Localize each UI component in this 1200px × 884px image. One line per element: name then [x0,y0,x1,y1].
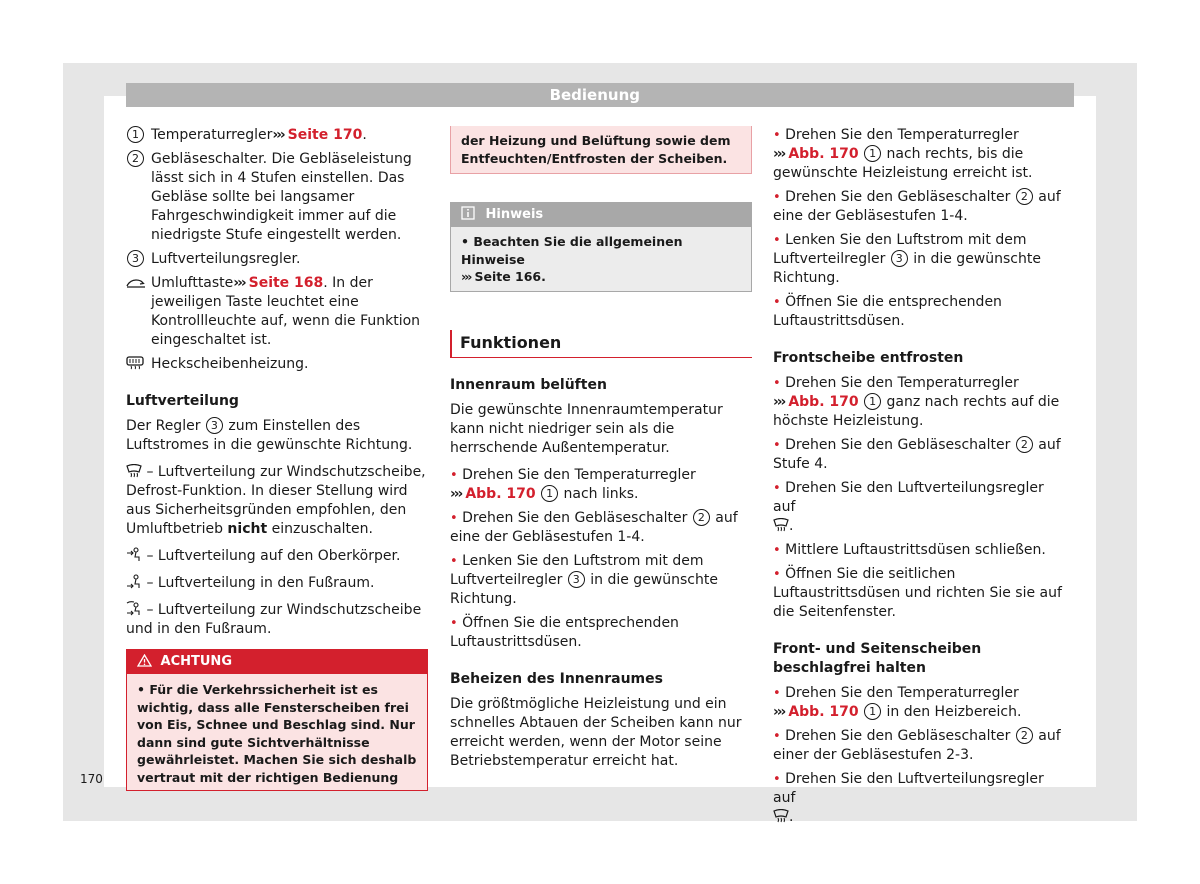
legend-text: Temperaturregler [151,127,273,143]
text-span: Drehen Sie den Temperaturregler [785,375,1019,391]
callout-number: 2 [1016,727,1033,744]
airflow-windshield-footwell-icon [126,601,142,616]
callout-number: 1 [127,126,144,143]
legend-item-3 [126,250,428,269]
page-header: Bedienung [126,83,1074,107]
text-span: in die gewünschte Richtung. [773,251,1041,286]
bold-text: nicht [227,521,268,537]
text-span: Drehen Sie den Gebläseschalter [785,728,1011,744]
column-middle [450,126,752,779]
bullet: • [773,376,781,391]
recirculation-icon [126,277,146,289]
arrow-icon: ››› [773,704,785,720]
windshield-defrost-icon [773,518,789,532]
luftverteilung-para-1 [126,417,428,455]
text-span: Lenken Sie den Luftstrom mit dem Luftverteilregler [773,232,1027,267]
legend-text: Umlufttaste [151,275,234,291]
section-title: Funktionen [450,330,752,358]
innenraum-heading: Innenraum belüften [450,376,607,393]
arrow-icon: ››› [272,127,284,143]
text-span: Drehen Sie den Temperaturregler [785,685,1019,701]
bullet: • [450,615,458,631]
text-span: Drehen Sie den Luftverteilungsregler auf [773,771,1044,806]
text-span: – Luftverteilung zur Windschutzscheibe, Defrost-Funktion. In dieser Stellung wird aus Sicherheitsgründen empfohlen, den Umluftbetrieb [126,464,426,537]
list-item [773,188,1069,226]
luftverteilung-para-2 [126,463,428,539]
text-span: Öffnen Sie die entsprechenden Luftaustrittsdüsen. [450,614,679,650]
info-icon [461,206,475,220]
legend-item-rear-defrost [126,355,428,374]
callout-number: 3 [568,571,585,588]
page-link[interactable]: Seite 170 [287,127,363,143]
text-span: Der Regler [126,418,201,434]
legend-text-end: . [362,127,367,143]
luftverteilung-para-4 [126,574,428,593]
warning-title-text: ACHTUNG [160,654,232,669]
text-span: einzuschalten. [271,521,373,537]
arrow-icon: ››› [233,275,245,291]
callout-number: 2 [693,509,710,526]
list-item [773,374,1069,431]
legend-item-recirculation [126,274,428,350]
callout-number: 1 [864,703,881,720]
text-span: – Luftverteilung zur Windschutzscheibe und in den Fußraum. [126,602,422,637]
note-title-text: Hinweis [485,207,544,222]
note-box [450,202,752,292]
rear-defrost-icon [126,356,144,370]
warning-continuation: der Heizung und Belüftung sowie dem Entfeuchten/Entfrosten der Scheiben. [450,126,752,174]
arrow-icon: ››› [450,485,462,502]
callout-number: 3 [206,417,223,434]
beheizen-heading: Beheizen des Innenraumes [450,670,663,687]
text-span: Öffnen Sie die seitlichen Luftaustrittsdüsen und richten Sie sie auf die Seitenfenster. [773,566,1062,620]
figure-link[interactable]: Abb. 170 [788,704,859,720]
arrow-icon: ››› [461,269,471,284]
column-left [126,126,428,791]
bullet: • [773,567,781,582]
frontscheibe-heading: Frontscheibe entfrosten [773,350,964,366]
luftverteilung-para-3 [126,547,428,566]
airflow-upper-body-icon [126,547,142,562]
list-item [773,770,1069,827]
page-number: 170 [80,772,103,786]
callout-number: 3 [891,250,908,267]
list-item [773,436,1069,474]
legend-text: Heckscheibenheizung. [151,356,309,372]
list-item [773,727,1069,765]
warning-box [126,649,428,791]
bullet: • [137,682,145,697]
warning-triangle-icon [137,654,152,667]
text-span: auf Stufe 4. [773,437,1061,472]
list-item [773,293,1069,331]
arrow-icon: ››› [773,394,785,410]
bullet: • [773,128,781,143]
text-span: Drehen Sie den Gebläseschalter [785,189,1011,205]
bullet: • [773,772,781,787]
text-span: – Luftverteilung auf den Oberkörper. [146,548,401,564]
callout-number: 2 [1016,436,1033,453]
legend-item-1 [126,126,428,145]
list-item [450,552,752,609]
bullet: • [773,295,781,310]
text-span: in die gewünschte Richtung. [450,571,718,607]
windshield-defrost-icon [126,464,142,478]
warning-body [127,674,427,790]
text-span: . [789,809,794,825]
list-item [450,509,752,547]
bullet: • [450,553,458,569]
text-span: Mittlere Luftaustrittsdüsen schließen. [785,542,1046,558]
note-body: • Beachten Sie die allgemeinen Hinweise ››› Seite 166. [451,227,751,291]
warning-text: Für die Verkehrssicherheit ist es wichtig, dass alle Fensterscheiben frei von Eis, Schnee und Beschlag sind. Nur dann sind gute Sichtverhältnisse gewährleistet. Machen Sie sich deshalb vertraut mit der richtigen Bedienung [137,682,417,785]
legend-item-2 [126,150,428,245]
text-span: zum Einstellen des Luftstromes in die gewünschte Richtung. [126,418,413,453]
text-span: Drehen Sie den Temperaturregler [462,466,696,483]
bullet: • [773,729,781,744]
list-item [773,126,1069,183]
legend-text: Luftverteilungsregler. [151,251,301,267]
callout-number: 1 [541,485,558,502]
figure-link[interactable]: Abb. 170 [788,394,859,410]
callout-number: 1 [864,145,881,162]
bullet: • [773,438,781,453]
text-span: Drehen Sie den Temperaturregler [785,127,1019,143]
list-item [450,466,752,504]
bullet: • [773,686,781,701]
bullet: • [450,467,458,483]
beheizen-para: Die größtmögliche Heizleistung und ein schnelles Abtauen der Scheiben kann nur erreicht werden, wenn der Motor seine Betriebstemperatur erreicht hat. [450,695,742,769]
figure-link[interactable]: Abb. 170 [788,146,859,162]
text-span: nach links. [563,485,639,502]
bullet: • [450,510,458,526]
text-span: Lenken Sie den Luftstrom mit dem Luftverteilregler [450,552,704,588]
text-span: Drehen Sie den Luftverteilungsregler auf [773,480,1044,515]
list-item [773,231,1069,288]
text-span: auf eine der Gebläsestufen 1-4. [773,189,1061,224]
luftverteilung-heading: Luftverteilung [126,393,239,409]
page-link[interactable]: Seite 168 [248,275,324,291]
list-item [773,565,1069,622]
warning-title [127,650,427,674]
legend-text: Gebläseschalter. Die Gebläseleistung lässt sich in 4 Stufen einstellen. Das Gebläse sollte bei langsamer Fahrgeschwindigkeit immer auf die niedrigste Stufe eingestellt werden. [151,151,412,243]
callout-number: 1 [864,393,881,410]
column-right [773,126,1069,832]
page-link[interactable]: Seite 166 [474,269,542,284]
bullet: • [773,543,781,558]
luftverteilung-para-5 [126,601,428,639]
text-span: auf einer der Gebläsestufen 2-3. [773,728,1061,763]
callout-number: 2 [1016,188,1033,205]
bullet: • [773,190,781,205]
list-item [773,684,1069,722]
callout-number: 2 [127,150,144,167]
arrow-icon: ››› [773,146,785,162]
innenraum-para: Die gewünschte Innenraumtemperatur kann nicht niedriger sein als die herrschende Außentemperatur. [450,401,723,456]
list-item [773,541,1069,560]
callout-number: 3 [127,250,144,267]
bullet: • [773,233,781,248]
note-title [451,203,751,227]
figure-link[interactable]: Abb. 170 [465,485,536,502]
text-span: . [789,518,794,534]
text-span: ganz nach rechts auf die höchste Heizleistung. [773,394,1060,429]
text-span: – Luftverteilung in den Fußraum. [146,575,375,591]
seitenscheiben-heading: Front- und Seitenscheiben beschlagfrei halten [773,641,982,676]
airflow-footwell-icon [126,574,142,589]
text-span: auf eine der Gebläsestufen 1-4. [450,509,738,545]
text-span: Drehen Sie den Gebläseschalter [785,437,1011,453]
legend-text-end: . In der jeweiligen Taste leuchtet eine Kontrollleuchte auf, wenn die Funktion eingeschaltet ist. [151,275,421,348]
note-text: Beachten Sie die allgemeinen Hinweise [461,234,683,267]
text-span: in den Heizbereich. [886,704,1022,720]
windshield-defrost-icon [773,809,789,823]
text-span: nach rechts, bis die gewünschte Heizleistung erreicht ist. [773,146,1033,181]
list-item [773,479,1069,536]
bullet: • [461,234,469,249]
bullet: • [773,481,781,496]
text-span: Drehen Sie den Gebläseschalter [462,509,688,526]
list-item [450,614,752,652]
text-span: Öffnen Sie die entsprechenden Luftaustrittsdüsen. [773,294,1002,329]
